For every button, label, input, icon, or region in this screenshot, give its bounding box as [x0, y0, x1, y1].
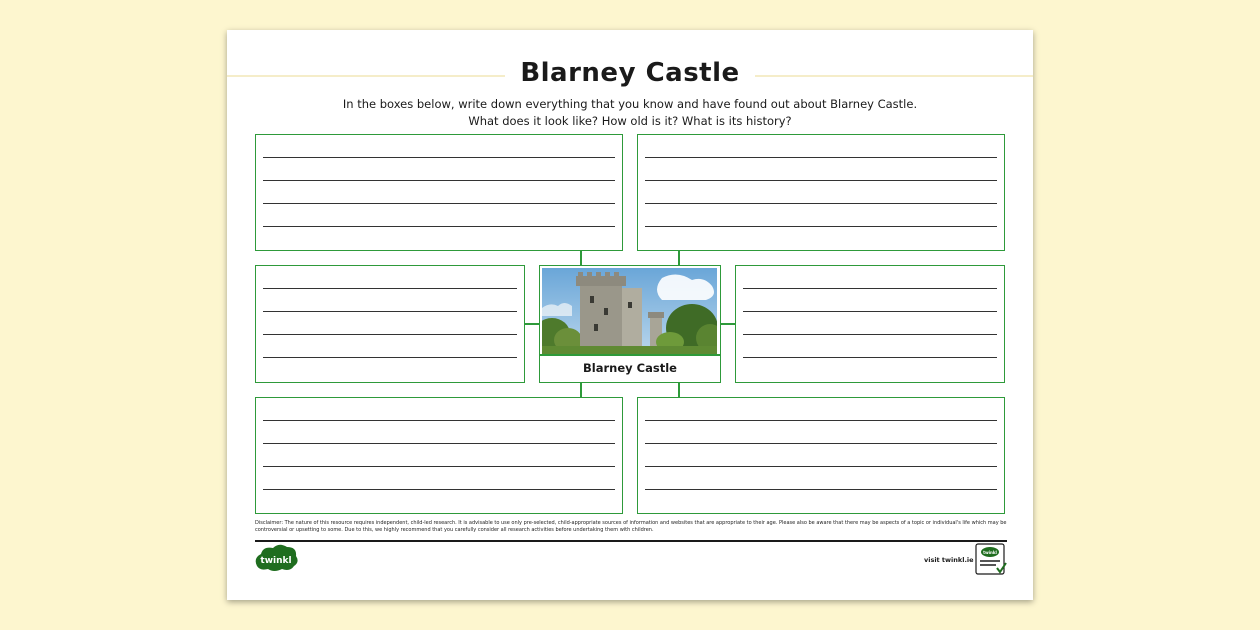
- writing-box-top-right[interactable]: [637, 134, 1005, 251]
- connector-right: [721, 323, 735, 325]
- writing-line: [645, 226, 997, 227]
- writing-line: [645, 157, 997, 158]
- writing-line: [263, 226, 615, 227]
- writing-line: [263, 443, 615, 444]
- writing-line: [645, 466, 997, 467]
- twinkl-logo[interactable]: [253, 544, 299, 572]
- castle-picture-box: [539, 265, 721, 383]
- connector-top-right: [678, 250, 680, 265]
- writing-line: [645, 180, 997, 181]
- page-title: Blarney Castle: [520, 58, 740, 88]
- writing-line: [743, 311, 997, 312]
- writing-box-bottom-right[interactable]: [637, 397, 1005, 514]
- writing-line: [263, 288, 517, 289]
- castle-caption: Blarney Castle: [583, 361, 677, 375]
- connector-left: [524, 323, 539, 325]
- writing-line: [263, 180, 615, 181]
- writing-line: [263, 157, 615, 158]
- writing-line: [263, 489, 615, 490]
- worksheet-page: [227, 30, 1033, 600]
- writing-line: [263, 466, 615, 467]
- visit-twinkl-link[interactable]: visit twinkl.ie: [924, 556, 974, 564]
- writing-line: [263, 203, 615, 204]
- writing-line: [263, 334, 517, 335]
- writing-line: [645, 203, 997, 204]
- writing-line: [645, 420, 997, 421]
- writing-box-middle-right[interactable]: [735, 265, 1005, 383]
- writing-box-middle-left[interactable]: [255, 265, 525, 383]
- disclaimer-text: Disclaimer: The nature of this resource requires independent, child-led research. It is advisable to use only pre-selected, child-appropriate sources of information and websites that are appropriate to their age. Please also be aware that there may be aspects of a topic or individual's life which may be controversial or upsetting to some. Due to this, we highly recommend that you carefully consider all research activities before undertaking them with children.: [255, 520, 1007, 533]
- connector-bottom-left: [580, 383, 582, 397]
- writing-line: [743, 334, 997, 335]
- writing-line: [263, 357, 517, 358]
- instruction-line-2: What does it look like? How old is it? What is its history?: [468, 114, 792, 128]
- instructions: [227, 96, 1033, 130]
- writing-line: [263, 420, 615, 421]
- writing-line: [743, 357, 997, 358]
- caption-divider: [540, 354, 720, 356]
- logo-text: twinkl: [260, 556, 292, 566]
- writing-line: [743, 288, 997, 289]
- writing-line: [263, 311, 517, 312]
- quality-badge: [975, 543, 1007, 575]
- writing-box-bottom-left[interactable]: [255, 397, 623, 514]
- writing-line: [645, 443, 997, 444]
- castle-photo: [542, 268, 717, 354]
- connector-top-left: [580, 250, 582, 265]
- writing-line: [645, 489, 997, 490]
- badge-text: twinkl: [983, 550, 997, 555]
- instruction-line-1: In the boxes below, write down everything that you know and have found out about Blarney Castle.: [342, 97, 918, 111]
- connector-bottom-right: [678, 383, 680, 397]
- footer-divider: [255, 540, 1007, 542]
- writing-box-top-left[interactable]: [255, 134, 623, 251]
